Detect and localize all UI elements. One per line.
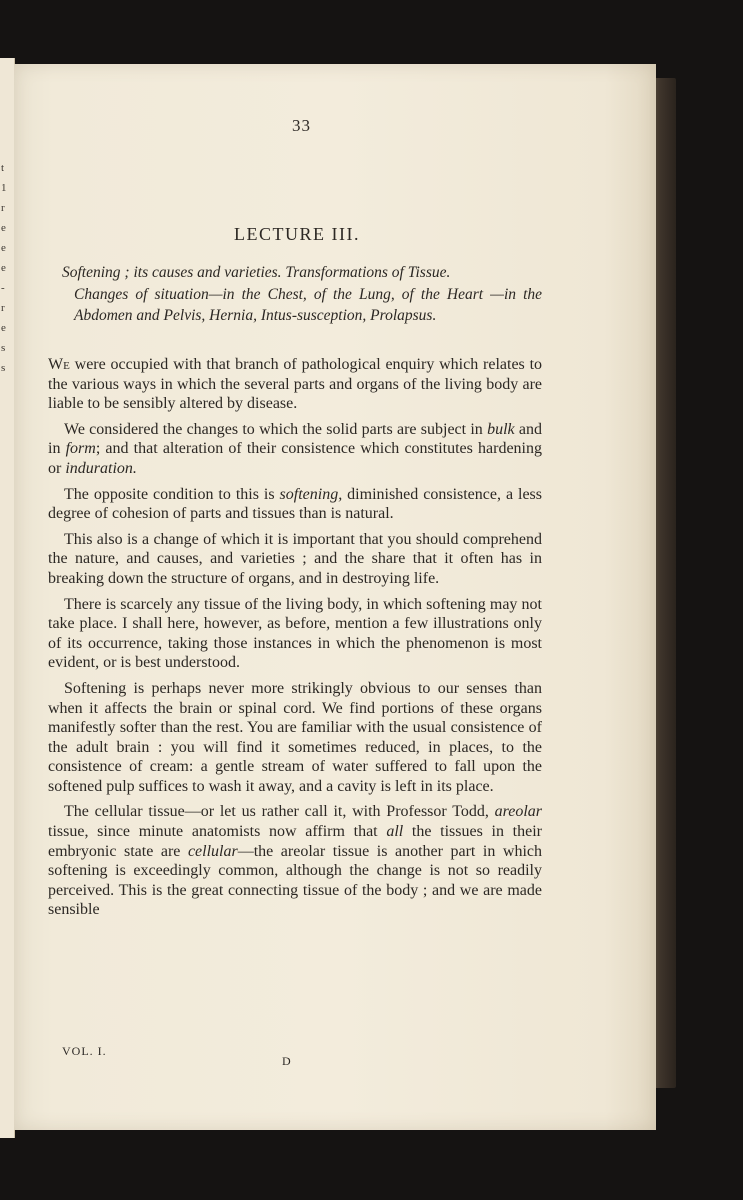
facing-page-letter: r: [1, 302, 5, 314]
paragraph: This also is a change of which it is important that you should comprehend the nature, and causes, and varieties ; and the share that it often has in breaking down the structure of organs, and in destroying life.: [48, 530, 542, 587]
body-text: [48, 355, 542, 926]
paragraph-text: ; and that alteration of their consistence which constitutes hardening or: [48, 440, 543, 477]
facing-page-letter: e: [1, 222, 6, 234]
paragraph: [48, 420, 542, 479]
facing-page-letter: e: [1, 242, 6, 254]
paragraph-text: tissue, since minute anatomists now affirm that: [48, 823, 378, 841]
drop-word: We: [48, 356, 70, 373]
signature-mark: VOL. I.: [62, 1044, 107, 1058]
paragraph-text: and in: [48, 420, 542, 458]
paragraph-text: were occupied with that branch of pathological enquiry which relates to the various ways in which the several parts and organs of the living body are liable to be sensibly altered by disease.: [48, 356, 543, 413]
book-page: [14, 64, 656, 1130]
facing-page-letter: -: [1, 282, 5, 294]
facing-page-letter: 1: [1, 182, 7, 194]
paragraph: Softening is perhaps never more strikingly obvious to our senses than when it affects the brain or spinal cord. We find portions of these organs manifestly softer than the rest. You are familiar with the usual consistence of the adult brain : you will find it sometimes reduced, in places, to the consistence of cream: a gentle stream of water suffered to fall upon the softened pulp suffices to wash it away, and a cavity is left in its place.: [48, 679, 542, 795]
facing-page-letters: [1, 158, 7, 378]
paragraph: [48, 485, 542, 524]
paragraph-text: the tissues in their embryonic state are: [48, 823, 543, 860]
paragraph-text: —the areolar tissue is another part in which softening is exceedingly common, although the change is not so readily perceived. This is the great connecting tissue of the body ; and we are made sensible: [48, 842, 543, 919]
emphasis: areolar: [494, 803, 543, 821]
facing-page-letter: t: [1, 162, 5, 174]
facing-page-letter: e: [1, 262, 6, 274]
gathering-letter: D: [282, 1054, 291, 1068]
emphasis: all: [386, 823, 404, 841]
synopsis-continuation: Changes of situation—in the Chest, of the Lung, of the Heart —in the Abdomen and Pelvis, Hernia, Intus-susception, Prolapsus.: [74, 285, 542, 324]
paragraph: [48, 802, 542, 920]
facing-page-letter: e: [1, 322, 6, 334]
paragraph-text: The opposite condition to this is: [64, 485, 275, 503]
emphasis: softening,: [279, 485, 343, 503]
page-number: 33: [292, 116, 311, 135]
paragraph-text: diminished consistence, a less degree of cohesion of parts and tissues than is natural.: [48, 485, 543, 523]
lecture-synopsis: [62, 262, 542, 327]
emphasis: form: [65, 440, 96, 458]
lecture-title: LECTURE III.: [234, 224, 360, 244]
facing-page-edge: [0, 58, 15, 1138]
facing-page-letter: r: [1, 202, 5, 214]
paragraph: [48, 355, 542, 414]
paragraph-text: The cellular tissue—or let us rather call it, with Professor Todd,: [64, 803, 489, 821]
facing-page-letter: s: [1, 342, 6, 354]
emphasis: induration.: [65, 459, 137, 477]
paragraph: There is scarcely any tissue of the living body, in which softening may not take place. I shall here, however, as before, mention a few illustrations only of its occurrence, taking those instances in which the phenomenon is most evident, or is best understood.: [48, 595, 542, 672]
synopsis-line-1: Softening ; its causes and varieties. Transformations of Tissue.: [62, 264, 451, 281]
facing-page-letter: s: [1, 362, 6, 374]
emphasis: bulk: [487, 420, 515, 438]
paragraph-text: We considered the changes to which the solid parts are subject in: [64, 420, 483, 438]
emphasis: cellular: [187, 842, 238, 860]
